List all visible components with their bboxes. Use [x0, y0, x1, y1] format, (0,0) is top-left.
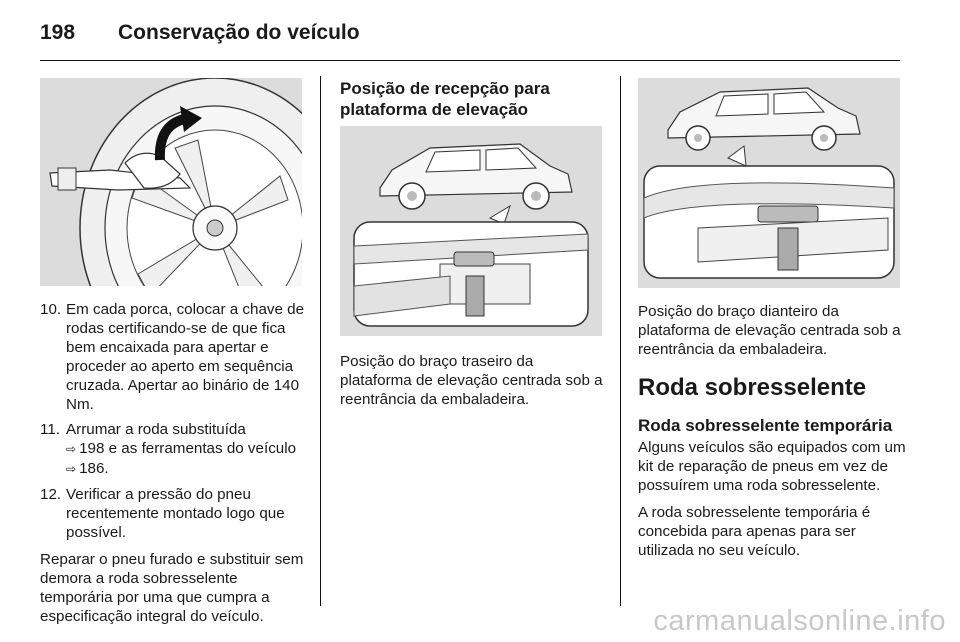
step-item — [40, 420, 306, 479]
step-text: Verificar a pressão do pneu recentemente montado logo que possível. — [66, 486, 285, 541]
column-divider-2 — [620, 76, 621, 606]
spare-wheel-paragraph-2: A roda sobresselente temporária é concebida para apenas para ser utilizada no seu veículo. — [638, 504, 871, 559]
lift-position-heading: Posição de recepção para plataforma de elevação — [340, 79, 550, 119]
column-divider-1 — [320, 76, 321, 606]
rear-lift-svg — [340, 126, 602, 336]
step-number: 10. — [40, 301, 62, 318]
rear-lift-arm-illustration — [340, 126, 602, 336]
page-ref-icon: ⇨ — [66, 442, 77, 456]
step-text — [66, 420, 306, 479]
step-item — [40, 300, 306, 414]
spare-wheel-paragraph-1: Alguns veículos são equipados com um kit de reparação de pneus em vez de possuírem uma roda sobresselente. — [638, 439, 906, 494]
page-number: 198 — [40, 21, 76, 44]
front-lift-caption: Posição do braço dianteiro da plataforma de elevação centrada sob a reentrância da embaladeira. — [638, 303, 901, 358]
step-number: 11. — [40, 421, 60, 438]
left-column-text — [40, 300, 306, 626]
wheel-illustration — [40, 78, 302, 286]
section-heading: Roda sobresselente — [638, 374, 867, 401]
step-text-part: Arrumar a roda substituída — [66, 421, 246, 438]
step-number: 12. — [40, 486, 62, 503]
page-ref-icon: ⇨ — [66, 462, 77, 476]
watermark: carmanualsonline.info — [653, 605, 946, 637]
page-title: Conservação do veículo — [118, 21, 360, 44]
step-text: Em cada porca, colocar a chave de rodas certificando-se de que fica bem encaixada para apertar e proceder ao aperto em sequência cruzada. Apertar ao binário de 140 Nm. — [66, 301, 305, 413]
repair-paragraph: Reparar o pneu furado e substituir sem demora a roda sobresselente temporária por uma que cumpra a especificação integral do veículo. — [40, 551, 304, 625]
step-text-part: e as ferramentas do veículo — [108, 440, 297, 457]
page-ref-link[interactable]: 198 — [79, 440, 105, 457]
steps-list — [40, 300, 306, 542]
front-lift-arm-illustration — [638, 78, 900, 288]
right-column-text — [638, 438, 906, 560]
header-rule — [40, 60, 900, 61]
rear-lift-caption: Posição do braço traseiro da plataforma de elevação centrada sob a reentrância da embaladeira. — [340, 353, 603, 408]
step-item — [40, 485, 306, 542]
sub-heading: Roda sobresselente temporária — [638, 416, 893, 435]
page-header — [40, 16, 360, 50]
page-ref-link[interactable]: 186. — [79, 460, 109, 477]
front-lift-svg — [638, 78, 900, 288]
wheel-lug-nut-svg — [40, 78, 302, 286]
